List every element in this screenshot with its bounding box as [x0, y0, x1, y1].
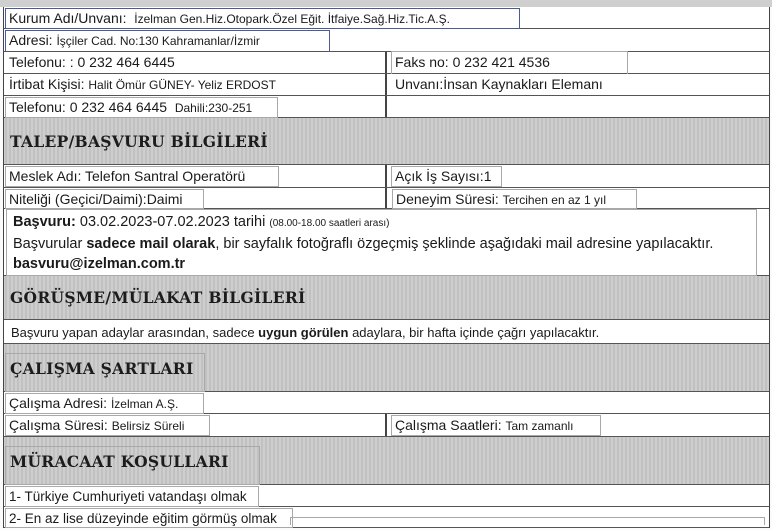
scan-top-edge: [0, 0, 772, 7]
section-conditions-title: ÇALIŞMA ŞARTLARI: [10, 359, 194, 378]
section-interview-title: GÖRÜŞME/MÜLAKAT BİLGİLERİ: [10, 288, 306, 307]
work-address-label: Çalışma Adresi:: [9, 395, 108, 411]
section-requirements-title: MÜRACAAT KOŞULLARI: [10, 452, 229, 471]
duration-label: Çalışma Süresi:: [9, 417, 108, 433]
work-address-value: İzelman A.Ş.: [110, 397, 179, 411]
hours-label: Çalışma Saatleri:: [395, 417, 502, 433]
table-frame: [3, 7, 770, 528]
title-label: Unvanı:: [395, 76, 444, 92]
institution-value: İzelman Gen.Hiz.Otopark.Özel Eğit. İtfaiye.Sağ.Hiz.Tic.A.Ş.: [134, 12, 450, 26]
experience-label: Deneyim Süresi:: [396, 191, 499, 207]
occupation-label: Meslek Adı:: [9, 168, 82, 184]
fax-value: 0 232 421 4536: [452, 54, 550, 70]
title-value: İnsan Kaynakları Elemanı: [443, 76, 603, 92]
apply-dates: 03.02.2023-07.02.2023 tarihi: [79, 214, 266, 230]
contact-value: Halit Ömür GÜNEY- Yeliz ERDOST: [88, 78, 276, 92]
contact-phone-value: 0 232 464 6445: [69, 99, 168, 115]
openings-value: 1: [483, 168, 492, 184]
address-label: Adresi:: [9, 32, 53, 48]
interview-text-bold: uygun görülen: [258, 325, 349, 340]
apply-hours: (08.00-18.00 saatleri arası): [269, 218, 390, 229]
contact-phone-label: Telefonu:: [9, 99, 66, 115]
experience-value: Tercihen en az 1 yıl: [502, 193, 606, 207]
extension-label: Dahili:: [174, 101, 209, 115]
extension-value: 230-251: [208, 101, 253, 115]
interview-text-2: adaylara, bir hafta içinde çağrı yapılacaktır.: [352, 325, 600, 340]
interview-text-1: Başvuru yapan adaylar arasından, sadece: [11, 325, 255, 340]
phone-label: Telefonu: :: [9, 54, 74, 70]
openings-label: Açık İş Sayısı:: [395, 168, 484, 184]
occupation-value: Telefon Santral Operatörü: [85, 168, 246, 184]
address-value: İşçiler Cad. No:130 Kahramanlar/İzmir: [56, 34, 260, 48]
apply-email[interactable]: basvuru@izelman.com.tr: [13, 256, 186, 272]
apply-label: Başvuru:: [13, 214, 76, 230]
nature-value: Daimi: [146, 191, 183, 207]
duration-value: Belirsiz Süreli: [111, 419, 185, 433]
section-application-title: TALEP/BAŞVURU BİLGİLERİ: [10, 132, 268, 151]
nature-label: Niteliği (Geçici/Daimi):: [9, 191, 147, 207]
phone-value: 0 232 464 6445: [77, 54, 175, 70]
apply-text-2: , bir sayfalık fotoğraflı özgeçmiş şeklinde aşağıdaki mail adresine yapılacaktır.: [215, 236, 714, 252]
requirement-item-2: 2- En az lise düzeyinde eğitim görmüş olmak: [5, 508, 293, 528]
requirement-item-1: 1- Türkiye Cumhuriyeti vatandaşı olmak: [5, 486, 259, 507]
contact-label: İrtibat Kişisi:: [9, 76, 85, 92]
apply-text-bold: sadece mail olarak: [86, 236, 216, 252]
fax-label: Faks no:: [395, 54, 449, 70]
hours-value: Tam zamanlı: [505, 419, 574, 433]
apply-text-1: Başvurular: [13, 236, 83, 252]
institution-label: Kurum Adı/Unvanı:: [9, 10, 127, 26]
